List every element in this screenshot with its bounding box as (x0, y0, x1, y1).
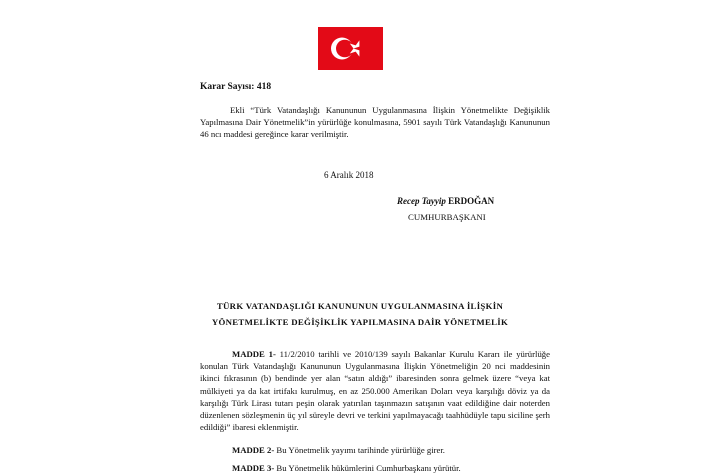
article-3 (200, 462, 550, 474)
signatory-first-name: Recep Tayyip (397, 196, 446, 206)
regulation-title-line-2: YÖNETMELİKTE DEĞİŞİKLİK YAPILMASINA DAİR YÖNETMELİK (211, 317, 509, 327)
decision-number: Karar Sayısı: 418 (200, 82, 272, 92)
regulation-title (195, 298, 525, 330)
intro-paragraph: Ekli “Türk Vatandaşlığı Kanununun Uygulanmasına İlişkin Yönetmelikte Değişiklik Yapılmasına Dair Yönetmelik”in yürürlüğe konulmasına, 5901 sayılı Türk Vatandaşlığı Kanununun 46 ncı maddesi gereğince karar verilmiştir. (200, 105, 550, 140)
article-2-label: MADDE 2- (232, 445, 275, 455)
regulation-title-line-1: TÜRK VATANDAŞLIĞI KANUNUNUN UYGULANMASINA İLİŞKİN (216, 301, 504, 311)
flag-crescent-inner (336, 40, 354, 58)
signatory-title: CUMHURBAŞKANI (408, 212, 486, 222)
article-1-text: 11/2/2010 tarihli ve 2010/139 sayılı Bakanlar Kurulu Kararı ile yürürlüğe konulan Türk Vatandaşlığı Kanununun Uygulanmasına İlişkin Yönetmeliğin 20 nci maddesinin ikinci fıkrasının (b) bendinde yer alan “satın aldığı” ibaresinden sonra gelmek üzere “veya kat mülkiyeti ya da kat irtifakı kurulmuş, en az 250.000 Amerikan Doları veya karşılığı döviz ya da karşılığı Türk Lirası tutarı peşin olarak yatırılan taşınmazın satışının vaat edildiğine dair noterden düzenlenen sözleşmenin üç yıl süreyle devri ve terkini yapılmayacağı taahhüdüyle tapu siciline şerh edildiği” ibaresi eklenmiştir. (200, 349, 550, 433)
article-2-text: Bu Yönetmelik yayımı tarihinde yürürlüğe girer. (274, 445, 445, 455)
signatory-name (397, 196, 494, 206)
decision-date: 6 Aralık 2018 (324, 170, 374, 180)
article-3-label: MADDE 3- (232, 463, 275, 473)
article-1 (200, 348, 550, 433)
article-2 (200, 444, 550, 456)
turkish-flag-icon (318, 27, 383, 70)
signatory-last-name: ERDOĞAN (448, 196, 495, 206)
article-3-text: Bu Yönetmelik hükümlerini Cumhurbaşkanı yürütür. (274, 463, 461, 473)
article-1-label: MADDE 1- (232, 349, 276, 359)
